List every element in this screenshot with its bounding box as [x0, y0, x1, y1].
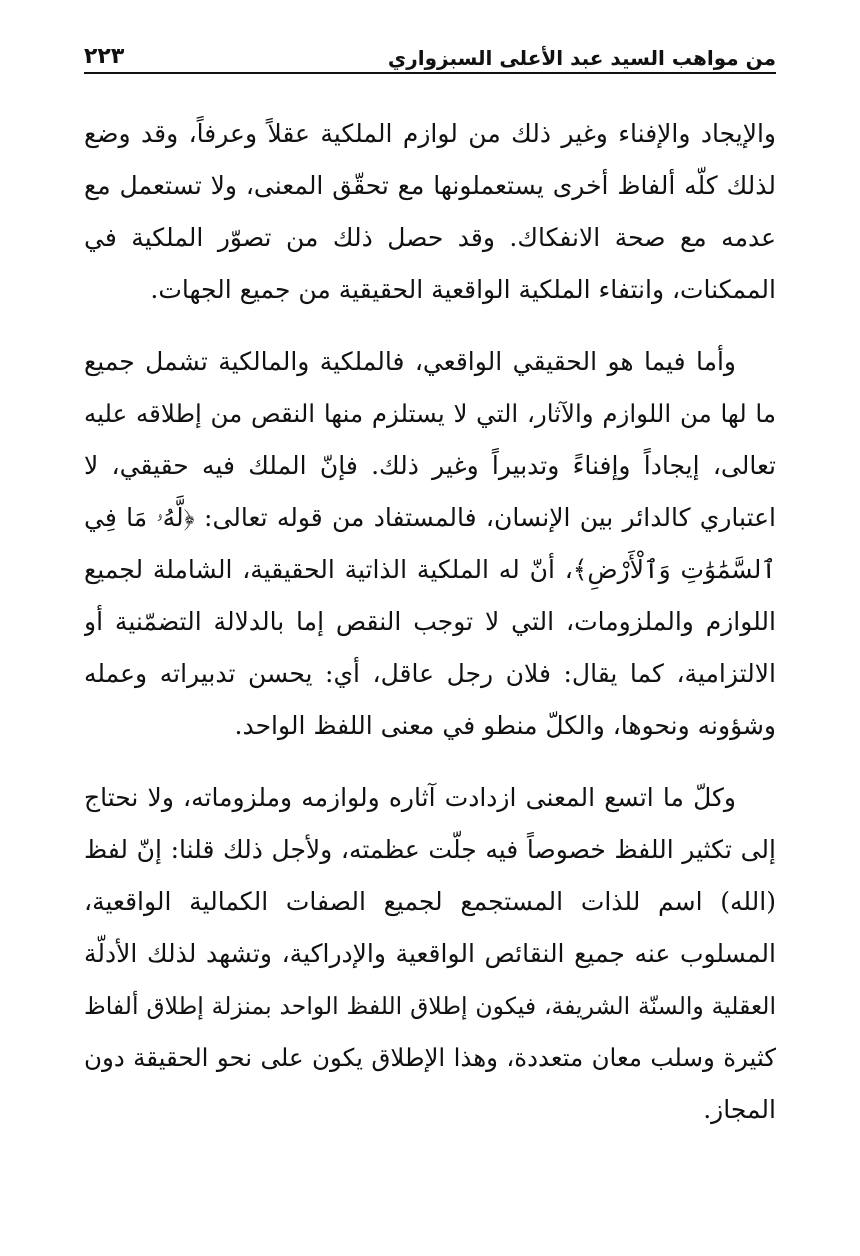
text-line: وكلّ ما اتسع المعنى ازدادت آثاره ولوازمه وملزوماته، ولا نحتاج: [84, 783, 736, 812]
book-page: [84, 28, 776, 1156]
running-header: [84, 28, 776, 74]
paragraph: [84, 772, 776, 1136]
paragraph: [84, 336, 776, 752]
text-line: إلى تكثير اللفظ خصوصاً فيه جلّت عظمته، ولأجل ذلك قلنا: إنّ لفظ: [84, 835, 776, 864]
running-title: من مواهب السيد عبد الأعلى السبزواري: [387, 46, 776, 70]
paragraph: [84, 108, 776, 316]
text-line: اللوازم والملزومات، التي لا توجب النقص إما بالدلالة التضمّنية أو: [84, 607, 776, 636]
quran-quote-line: ٱلسَّمَٰوَٰتِ وَٱلْأَرْضِ﴾، أنّ له الملكية الذاتية الحقيقية، الشاملة لجميع: [84, 555, 776, 584]
text-line: وأما فيما هو الحقيقي الواقعي، فالملكية والمالكية تشمل جميع: [84, 347, 736, 376]
text-line: تعالى، إيجاداً وإفناءً وتدبيراً وغير ذلك. فإنّ الملك فيه حقيقي، لا: [84, 451, 776, 480]
text-line: المجاز.: [703, 1095, 776, 1124]
text-line: عدمه مع صحة الانفكاك. وقد حصل ذلك من تصوّر الملكية في: [84, 223, 776, 252]
text-line: (الله) اسم للذات المستجمع لجميع الصفات الكمالية الواقعية،: [84, 887, 776, 916]
text-line: الممكنات، وانتفاء الملكية الواقعية الحقيقية من جميع الجهات.: [150, 275, 776, 304]
text-line: كثيرة وسلب معان متعددة، وهذا الإطلاق يكون على نحو الحقيقة دون: [84, 1043, 776, 1072]
text-line: العقلية والسنّة الشريفة، فيكون إطلاق اللفظ الواحد بمنزلة إطلاق ألفاظ: [84, 992, 776, 1020]
text-line: والإيجاد والإفناء وغير ذلك من لوازم الملكية عقلاً وعرفاً، وقد وضع: [84, 119, 776, 148]
text-line: الالتزامية، كما يقال: فلان رجل عاقل، أي: يحسن تدبيراته وعمله: [84, 659, 776, 688]
text-line: المسلوب عنه جميع النقائص الواقعية والإدراكية، وتشهد لذلك الأدلّة: [84, 939, 776, 968]
text-line: وشؤونه ونحوها، والكلّ منطو في معنى اللفظ الواحد.: [234, 711, 776, 740]
page-number: ٢٢٣: [84, 44, 125, 69]
body-text: [84, 108, 776, 1136]
text-line: لذلك كلّه ألفاظ أخرى يستعملونها مع تحقّق المعنى، ولا تستعمل مع: [84, 171, 776, 200]
text-line: ما لها من اللوازم والآثار، التي لا يستلزم منها النقص من إطلاقه عليه: [84, 399, 776, 428]
text-line: اعتباري كالدائر بين الإنسان، فالمستفاد من قوله تعالى: ﴿لَّهُۥ مَا فِي: [84, 503, 776, 532]
